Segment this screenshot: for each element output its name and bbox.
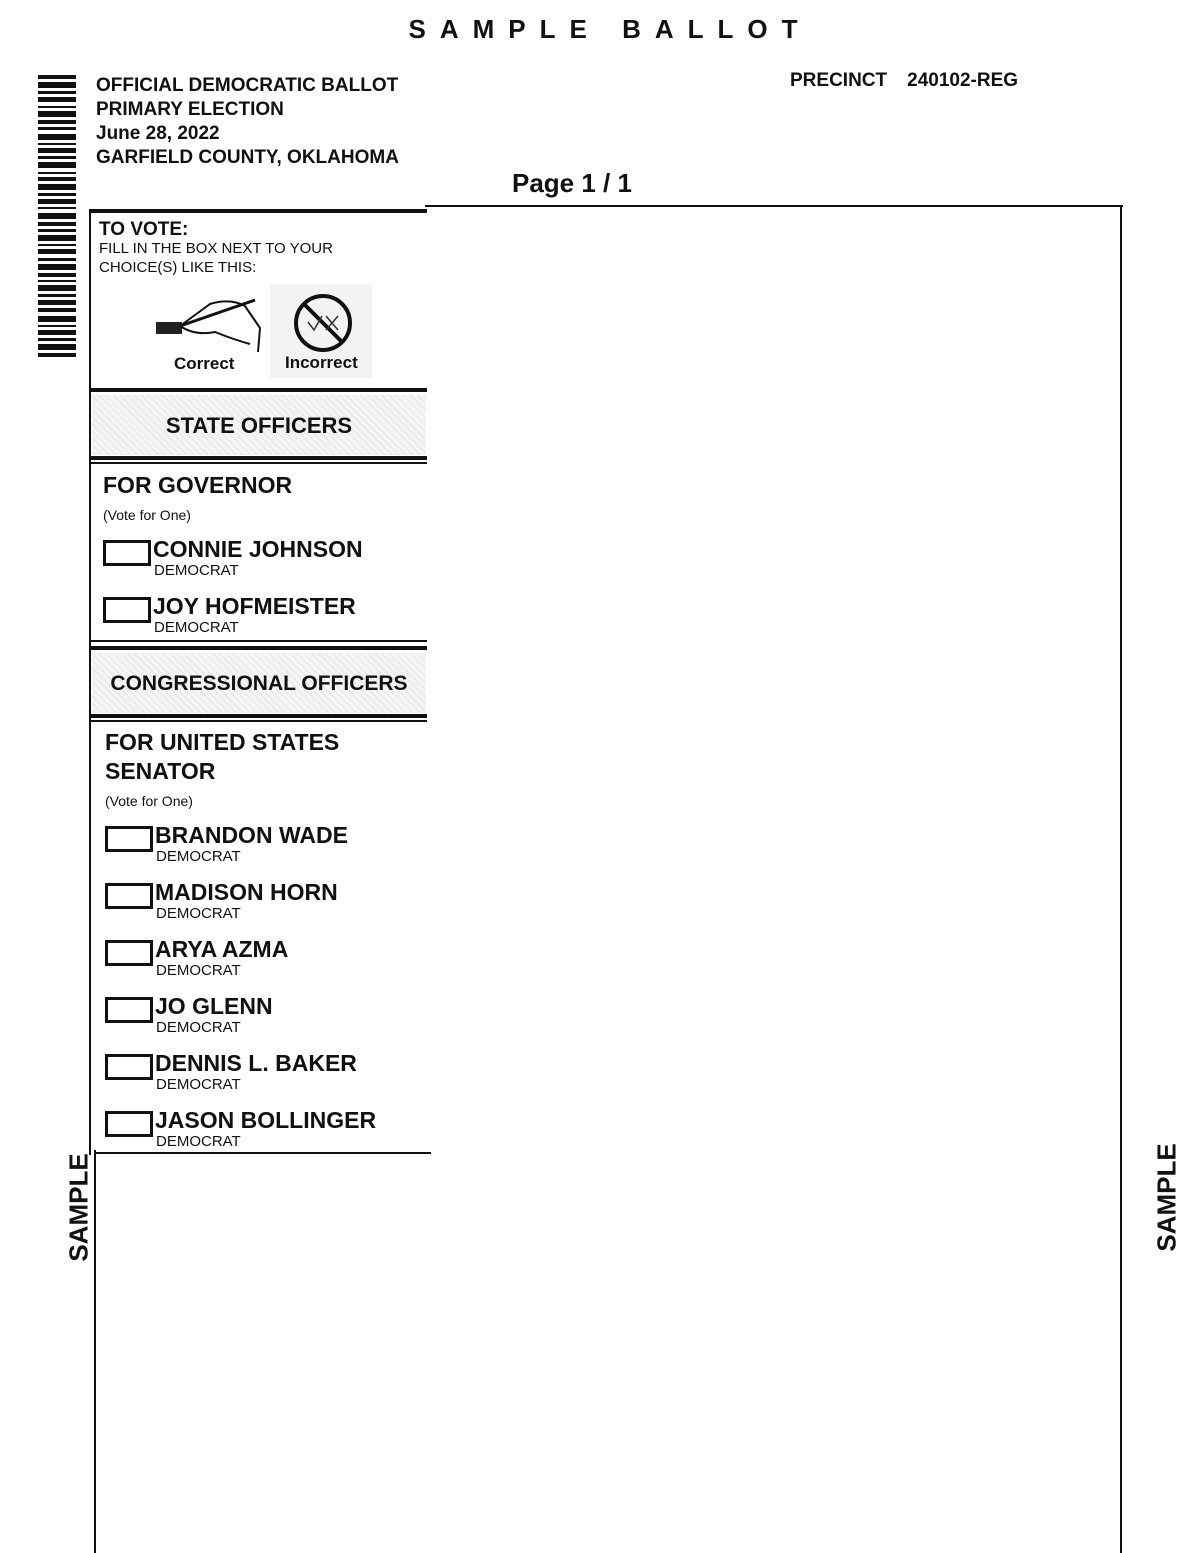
- barcode-bar: [38, 285, 76, 291]
- barcode-bar: [38, 207, 76, 209]
- candidate-name: JOY HOFMEISTER: [153, 593, 356, 619]
- instructions-heading: TO VOTE:: [99, 219, 189, 240]
- candidate-name: JO GLENN: [155, 993, 273, 1019]
- divider: [89, 209, 427, 213]
- barcode-bar: [38, 106, 76, 108]
- candidate-party: DEMOCRAT: [154, 562, 239, 579]
- barcode-bar: [38, 91, 76, 94]
- candidate-jason-bollinger[interactable]: [105, 1107, 425, 1157]
- barcode-bar: [38, 148, 76, 153]
- barcode-bar: [38, 134, 76, 140]
- barcode-bar: [38, 244, 76, 246]
- barcode-bar: [38, 143, 76, 145]
- candidate-dennis-l-baker[interactable]: [105, 1050, 425, 1100]
- barcode-bar: [38, 213, 76, 219]
- barcode-bar: [38, 172, 76, 174]
- candidate-name: CONNIE JOHNSON: [153, 536, 363, 562]
- barcode-bar: [38, 264, 76, 270]
- candidate-party: DEMOCRAT: [156, 905, 241, 922]
- barcode-bar: [38, 338, 76, 341]
- barcode-bar: [38, 300, 76, 305]
- vote-box[interactable]: [105, 1054, 153, 1080]
- candidate-name: BRANDON WADE: [155, 822, 348, 848]
- barcode-bar: [38, 162, 76, 168]
- barcode-bar: [38, 344, 76, 350]
- precinct-label: PRECINCT: [790, 70, 888, 91]
- precinct-value: 240102-REG: [907, 70, 1019, 91]
- divider: [89, 714, 427, 718]
- vote-box[interactable]: [105, 997, 153, 1023]
- barcode-bar: [38, 330, 76, 335]
- candidate-name: JASON BOLLINGER: [155, 1107, 377, 1133]
- candidate-party: DEMOCRAT: [156, 1133, 241, 1150]
- vote-box[interactable]: [105, 1111, 153, 1137]
- vote-box[interactable]: [105, 940, 153, 966]
- instructions-line2: CHOICE(S) LIKE THIS:: [99, 259, 257, 276]
- hand-marking-icon: [150, 292, 270, 357]
- divider: [89, 456, 427, 460]
- divider: [89, 388, 427, 392]
- column-left-border: [89, 210, 91, 1155]
- candidate-party: DEMOCRAT: [156, 848, 241, 865]
- barcode-bar: [38, 193, 76, 196]
- candidate-jo-glenn[interactable]: [105, 993, 425, 1043]
- barcode-bar: [38, 111, 76, 117]
- barcode-bar: [38, 229, 76, 232]
- candidate-arya-azma[interactable]: [105, 936, 425, 986]
- candidate-party: DEMOCRAT: [154, 619, 239, 636]
- divider: [94, 1152, 431, 1154]
- ballot-title: SAMPLE BALLOT: [408, 14, 812, 44]
- barcode-bar: [38, 249, 76, 254]
- candidate-name: ARYA AZMA: [155, 936, 289, 962]
- barcode-bar: [38, 316, 76, 322]
- vote-box[interactable]: [103, 540, 151, 566]
- barcode-bar: [38, 177, 76, 181]
- barcode-bar: [38, 273, 76, 277]
- vote-box[interactable]: [105, 883, 153, 909]
- county: GARFIELD COUNTY, OKLAHOMA: [96, 147, 399, 168]
- barcode-bar: [38, 127, 76, 130]
- section-state-officers: STATE OFFICERS: [92, 395, 426, 455]
- candidate-brandon-wade[interactable]: [105, 822, 425, 872]
- barcode-bar: [38, 199, 76, 204]
- barcode-bar: [38, 184, 76, 190]
- race-senator-line2: SENATOR: [105, 758, 216, 784]
- barcode-bar: [38, 222, 76, 226]
- sample-watermark-left: SAMPLE: [63, 1153, 94, 1262]
- candidate-party: DEMOCRAT: [156, 962, 241, 979]
- frame-right: [1120, 205, 1122, 1553]
- barcode-bar: [38, 75, 76, 79]
- barcode-bar: [38, 97, 76, 102]
- barcode-bar: [38, 235, 76, 241]
- race-senator-line1: FOR UNITED STATES: [105, 729, 340, 755]
- correct-label: Correct: [174, 354, 235, 373]
- vote-for-one: (Vote for One): [103, 507, 191, 523]
- divider: [89, 646, 427, 650]
- candidate-madison-horn[interactable]: [105, 879, 425, 929]
- candidate-name: MADISON HORN: [155, 879, 338, 905]
- election-date: June 28, 2022: [96, 123, 220, 144]
- barcode: [38, 75, 76, 437]
- barcode-bar: [38, 82, 76, 88]
- barcode-bar: [38, 353, 76, 357]
- barcode-bar: [38, 156, 76, 159]
- candidate-connie-johnson[interactable]: [103, 536, 423, 586]
- vote-for-one: (Vote for One): [105, 793, 193, 809]
- barcode-bar: [38, 294, 76, 297]
- barcode-bar: [38, 325, 76, 327]
- page-number: Page 1 / 1: [512, 168, 632, 198]
- section-congressional-officers: CONGRESSIONAL OFFICERS: [92, 653, 426, 713]
- barcode-bar: [38, 308, 76, 312]
- candidate-name: DENNIS L. BAKER: [155, 1050, 357, 1076]
- barcode-bar: [38, 258, 76, 261]
- prohibited-marks-icon: [292, 292, 354, 354]
- candidate-party: DEMOCRAT: [156, 1076, 241, 1093]
- race-governor: FOR GOVERNOR: [103, 472, 293, 498]
- vote-box[interactable]: [105, 826, 153, 852]
- ballot-type: OFFICIAL DEMOCRATIC BALLOT: [96, 75, 399, 96]
- election-type: PRIMARY ELECTION: [96, 99, 284, 120]
- divider: [89, 720, 427, 722]
- barcode-bar: [38, 280, 76, 282]
- precinct: [790, 70, 1038, 92]
- barcode-bar: [38, 120, 76, 124]
- incorrect-label: Incorrect: [285, 353, 358, 372]
- instructions-line1: FILL IN THE BOX NEXT TO YOUR: [99, 240, 333, 257]
- divider: [89, 462, 427, 464]
- candidate-joy-hofmeister[interactable]: [103, 593, 423, 643]
- candidate-party: DEMOCRAT: [156, 1019, 241, 1036]
- vote-box[interactable]: [103, 597, 151, 623]
- frame-top: [425, 205, 1123, 207]
- divider: [89, 640, 427, 642]
- sample-watermark-right: SAMPLE: [1151, 1143, 1182, 1252]
